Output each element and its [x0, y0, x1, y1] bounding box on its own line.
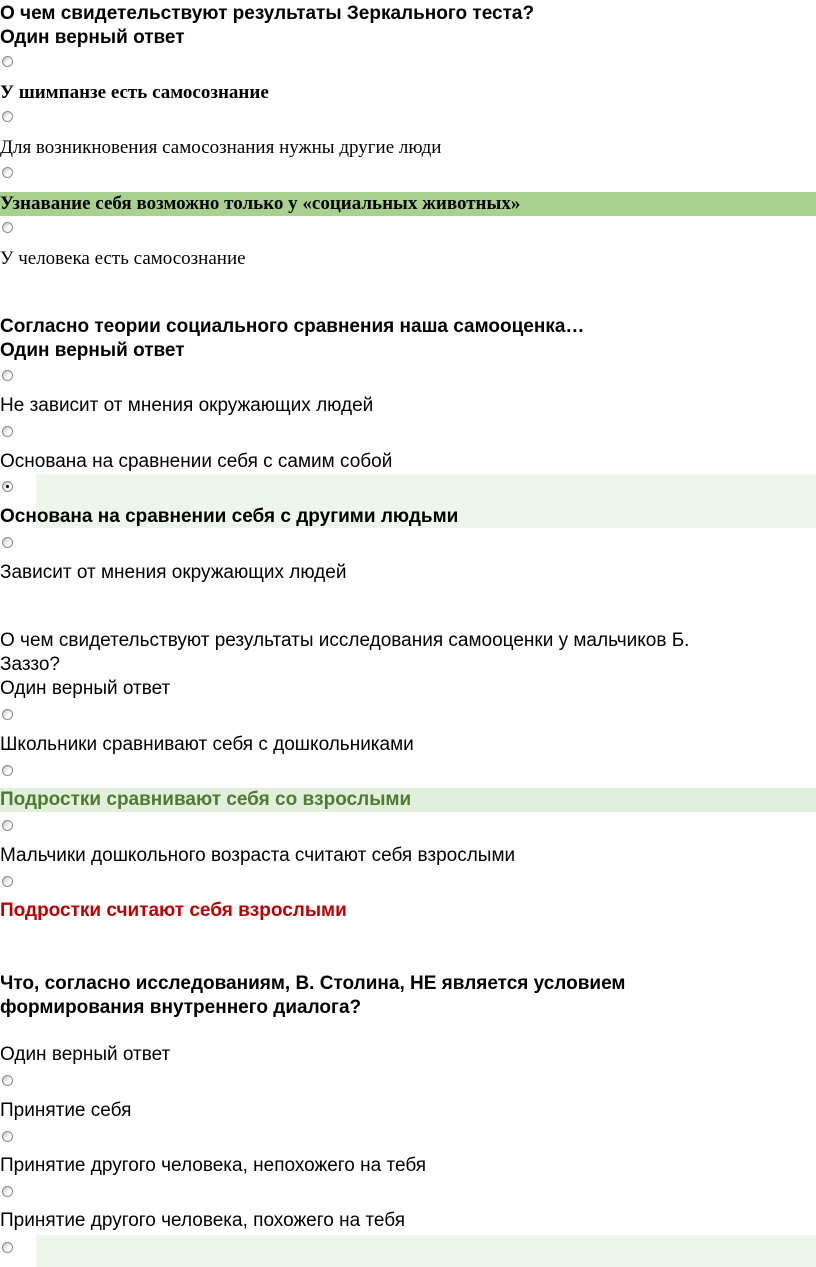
q3-option-4-radio[interactable] [2, 876, 13, 887]
q4-option-3-radio[interactable] [2, 1186, 13, 1197]
question-4 [0, 972, 816, 1020]
question-2-title: Согласно теории социального сравнения наша самооценка… [0, 316, 585, 337]
q3-option-1-label: Школьники сравнивают себя с дошкольниками [0, 734, 414, 755]
q2-option-3-label: Основана на сравнении себя с другими людьми [0, 506, 459, 527]
q1-option-2-label: Для возникновения самосознания нужны другие люди [0, 137, 442, 158]
q4-option-3-label: Принятие другого человека, похожего на тебя [0, 1210, 406, 1231]
q1-option-1-radio[interactable] [2, 56, 13, 67]
q2-option-1-label: Не зависит от мнения окружающих людей [0, 395, 374, 416]
q3-option-4-label: Подростки считают себя взрослыми [0, 900, 347, 921]
q4-option-1-label: Принятие себя [0, 1100, 132, 1121]
q3-option-1-radio[interactable] [2, 709, 13, 720]
q4-option-2-label: Принятие другого человека, непохожего на тебя [0, 1155, 427, 1176]
q2-option-1-radio[interactable] [2, 370, 13, 381]
q4-option-2-radio[interactable] [2, 1131, 13, 1142]
question-1-title: О чем свидетельствуют результаты Зеркального теста? [0, 3, 535, 24]
q3-option-3-radio[interactable] [2, 820, 13, 831]
question-4-title-line-1: Что, согласно исследованиям, В. Столина, НЕ является условием [0, 973, 626, 994]
question-4-title-line-2: формирования внутреннего диалога? [0, 997, 362, 1018]
q1-option-2-radio[interactable] [2, 111, 13, 122]
q4-option-4-radio[interactable] [2, 1242, 13, 1253]
q1-option-3-label: Узнавание себя возможно только у «социальных животных» [0, 192, 816, 216]
q1-option-4-label: У человека есть самосознание [0, 248, 246, 269]
q3-option-2-label: Подростки сравнивают себя со взрослыми [0, 789, 412, 810]
question-1 [0, 2, 816, 50]
q2-option-2-radio[interactable] [2, 426, 13, 437]
q1-option-4-radio[interactable] [2, 222, 13, 233]
q4-option-4-highlight [36, 1235, 816, 1267]
question-1-type: Один верный ответ [0, 27, 185, 48]
question-3-title-line-2: Заззо? [0, 654, 60, 675]
q2-option-2-label: Основана на сравнении себя с самим собой [0, 451, 393, 472]
question-2 [0, 315, 816, 363]
q1-option-1-label: У шимпанзе есть самосознание [0, 82, 269, 103]
q4-option-1-radio[interactable] [2, 1075, 13, 1086]
q2-option-3-radio[interactable] [2, 481, 13, 492]
q3-option-3-label: Мальчики дошкольного возраста считают себя взрослыми [0, 845, 516, 866]
q3-option-2-radio[interactable] [2, 765, 13, 776]
q2-option-4-label: Зависит от мнения окружающих людей [0, 562, 347, 583]
question-3 [0, 629, 816, 701]
q2-option-4-radio[interactable] [2, 537, 13, 548]
q1-option-3-radio[interactable] [2, 167, 13, 178]
question-4-type: Один верный ответ [0, 1044, 171, 1065]
question-3-type: Один верный ответ [0, 678, 171, 699]
question-3-title-line-1: О чем свидетельствуют результаты исследования самооценки у мальчиков Б. [0, 630, 690, 651]
question-2-type: Один верный ответ [0, 340, 185, 361]
